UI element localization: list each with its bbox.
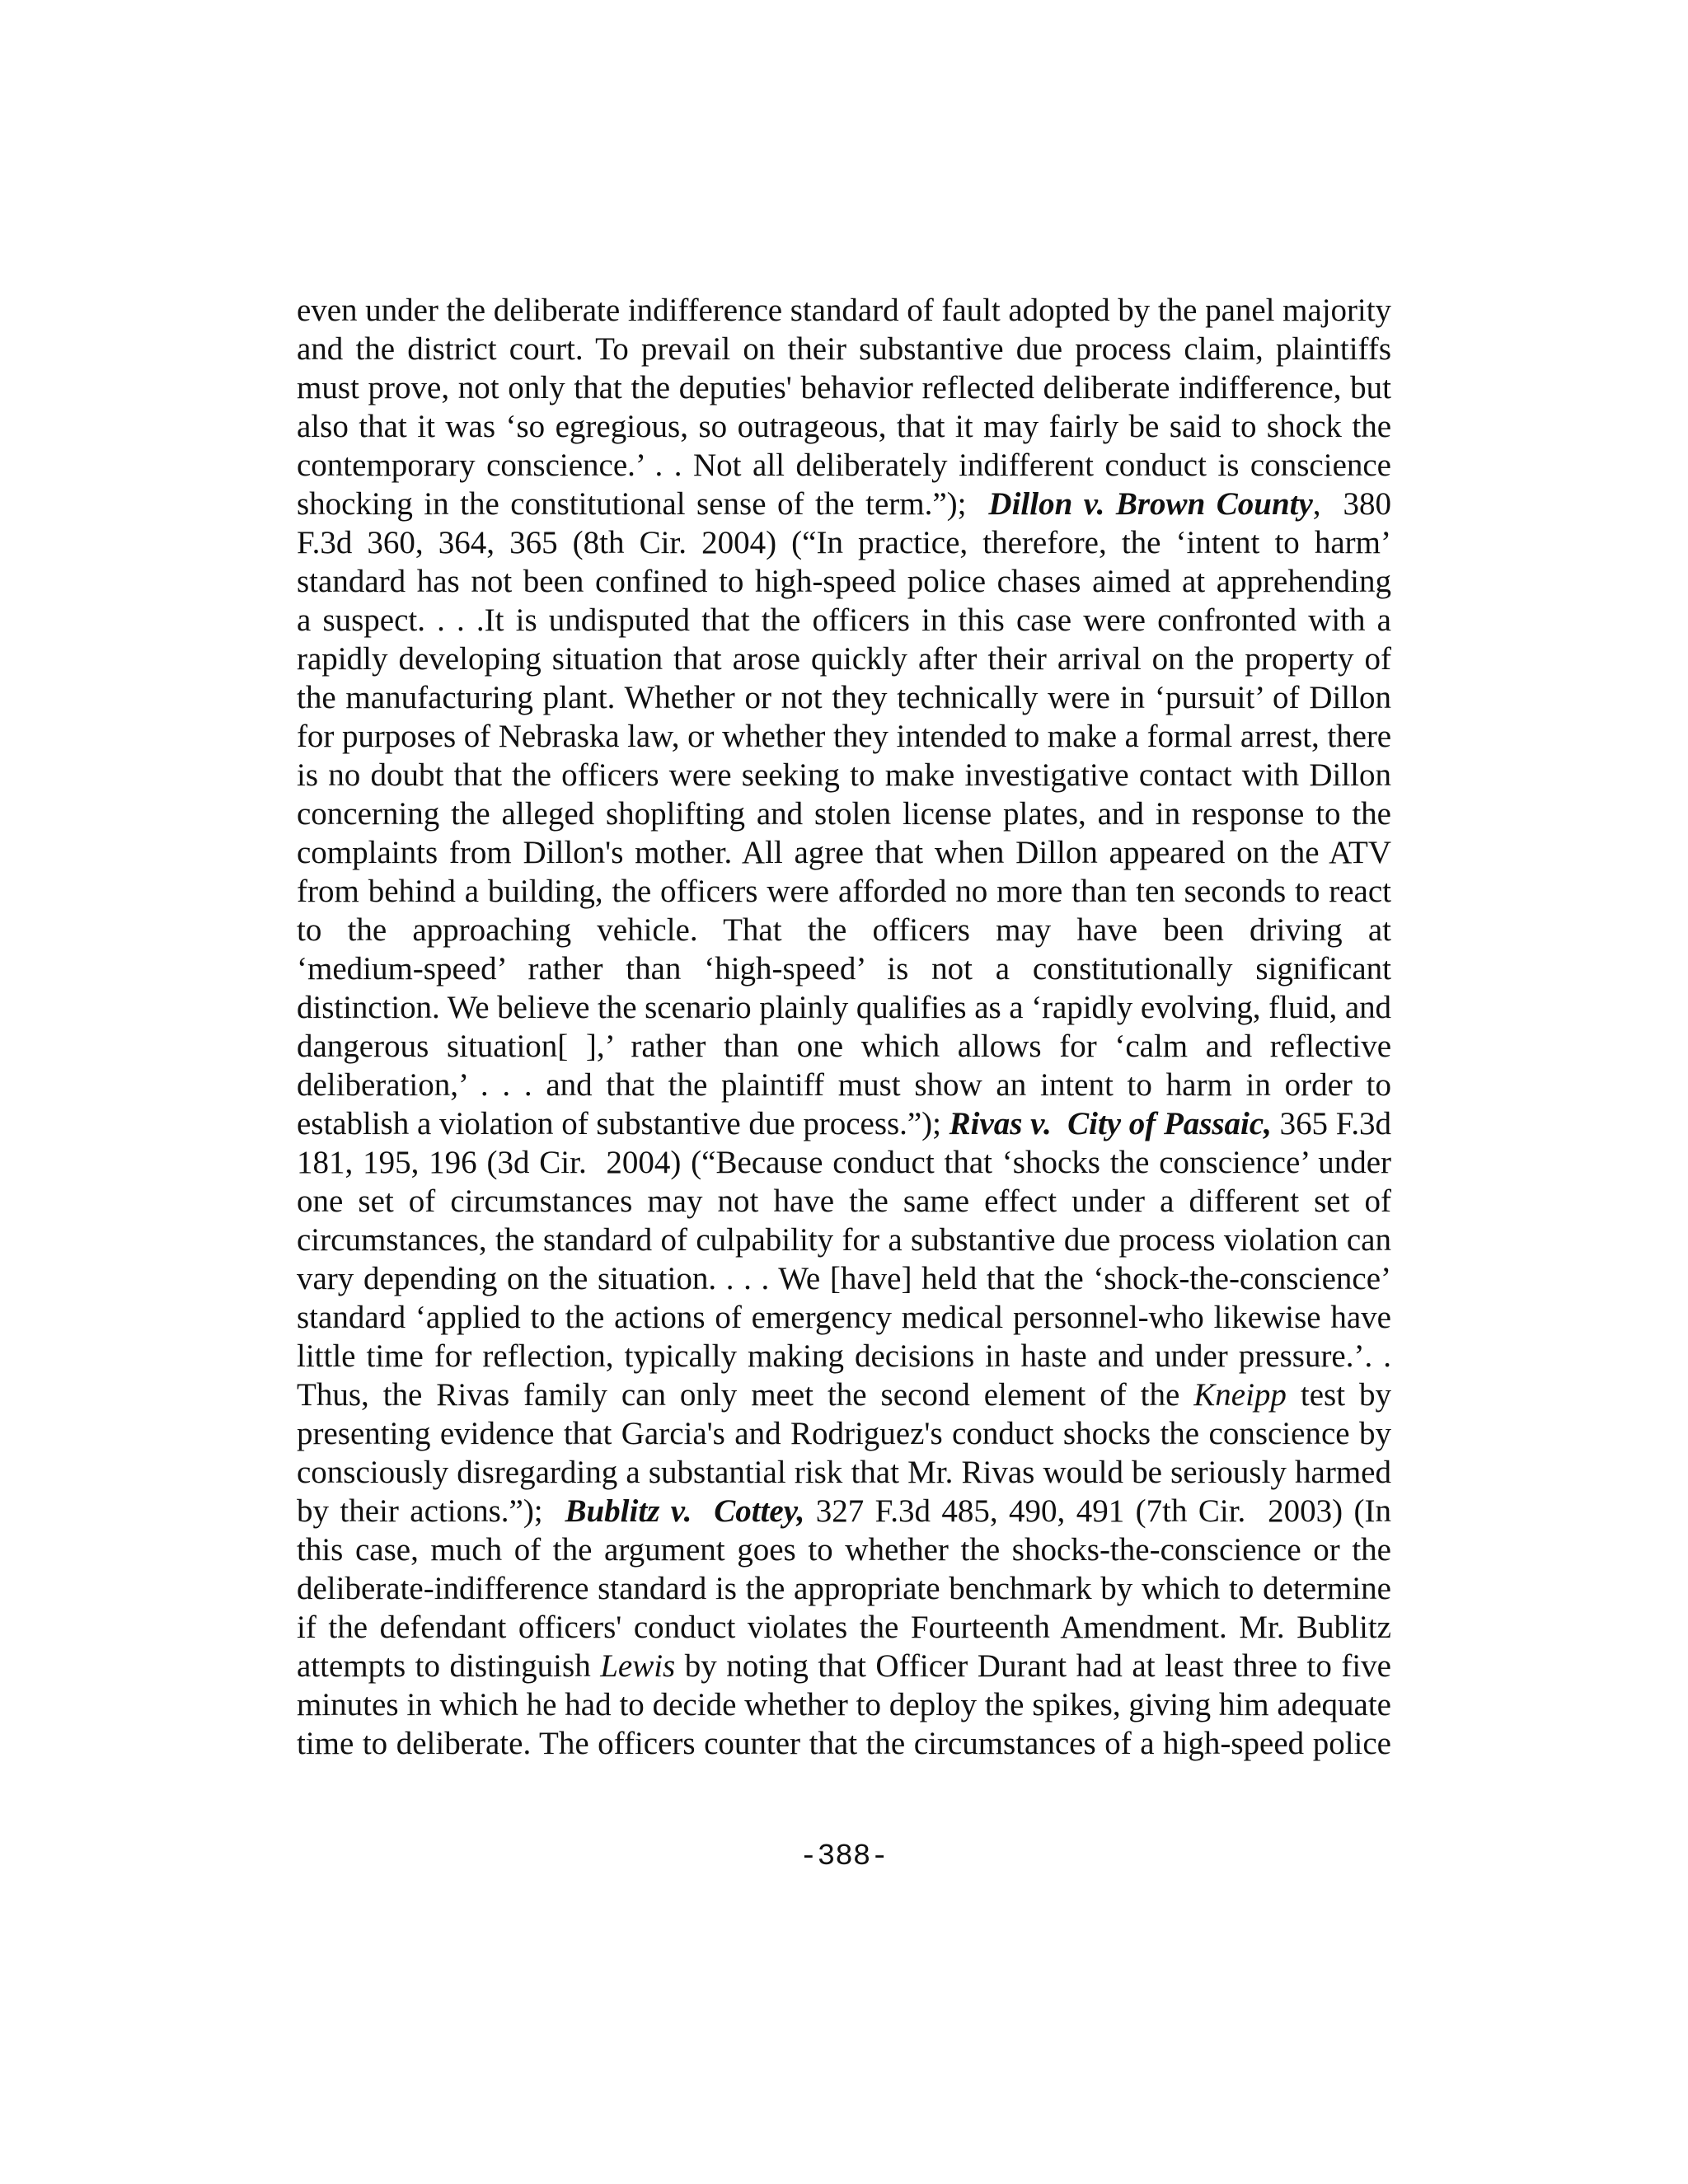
text-line xyxy=(297,446,1391,485)
text-line xyxy=(297,330,1391,368)
text-line xyxy=(297,1298,1391,1337)
text-line xyxy=(297,407,1391,446)
text-run: vary depending on the situation. . . . We [have] held that the ‘shock-the-conscience’ xyxy=(297,1261,1391,1296)
page-number: -388- xyxy=(799,1840,889,1873)
text-run: complaints from Dillon's mother. All agree that when Dillon appeared on the ATV xyxy=(297,835,1391,870)
text-line xyxy=(297,988,1391,1027)
text-line xyxy=(297,1453,1391,1492)
text-line xyxy=(297,368,1391,407)
text-run: for purposes of Nebraska law, or whether they intended to make a formal arrest, there xyxy=(297,719,1391,754)
text-run: Thus, the Rivas family can only meet the second element of the xyxy=(297,1377,1194,1413)
case-citation: Rivas v. City of Passaic, xyxy=(949,1106,1272,1141)
body-text xyxy=(297,291,1391,1763)
text-line xyxy=(297,1259,1391,1298)
text-line xyxy=(297,949,1391,988)
text-line xyxy=(297,1066,1391,1104)
text-run: a suspect. . . .It is undisputed that the officers in this case were confronted with a xyxy=(297,602,1391,638)
text-run: consciously disregarding a substantial risk that Mr. Rivas would be seriously harmed xyxy=(297,1455,1391,1490)
text-line xyxy=(297,1337,1391,1376)
text-run: concerning the alleged shoplifting and stolen license plates, and in response to the xyxy=(297,796,1391,832)
text-run: rapidly developing situation that arose quickly after their arrival on the property of xyxy=(297,641,1391,677)
text-run: from behind a building, the officers were afforded no more than ten seconds to react xyxy=(297,874,1391,909)
text-run: 181, 195, 196 (3d Cir. 2004) (“Because conduct that ‘shocks the conscience’ under xyxy=(297,1145,1391,1180)
text-run: test by xyxy=(1286,1377,1391,1413)
text-line xyxy=(297,1608,1391,1647)
text-line xyxy=(297,1724,1391,1763)
text-run: contemporary conscience.’ . . Not all deliberately indifferent conduct is conscience xyxy=(297,448,1391,483)
text-run: must prove, not only that the deputies' behavior reflected deliberate indifference, but xyxy=(297,370,1391,405)
case-citation: Bublitz v. Cottey, xyxy=(565,1493,805,1529)
text-line xyxy=(297,717,1391,756)
text-run: little time for reflection, typically making decisions in haste and under pressure.’. . xyxy=(297,1338,1391,1374)
text-line xyxy=(297,756,1391,794)
italic-case-name: Lewis xyxy=(600,1648,676,1684)
text-run: one set of circumstances may not have the same effect under a different set of xyxy=(297,1183,1391,1219)
case-citation: Dillon v. Brown County xyxy=(988,486,1313,522)
text-line xyxy=(297,678,1391,717)
text-line xyxy=(297,1104,1391,1143)
text-run: standard has not been confined to high-speed police chases aimed at apprehending xyxy=(297,564,1391,599)
text-run: dangerous situation[ ],’ rather than one which allows for ‘calm and reflective xyxy=(297,1029,1391,1064)
text-line xyxy=(297,1647,1391,1685)
text-line xyxy=(297,1221,1391,1259)
text-line xyxy=(297,562,1391,601)
text-run: shocking in the constitutional sense of the term.”); xyxy=(297,486,989,522)
text-run: 327 F.3d 485, 490, 491 (7th Cir. 2003) (In xyxy=(804,1493,1391,1529)
text-run: F.3d 360, 364, 365 (8th Cir. 2004) (“In practice, therefore, the ‘intent to harm’ xyxy=(297,525,1391,560)
text-run: 365 F.3d xyxy=(1271,1106,1391,1141)
text-line xyxy=(297,1414,1391,1453)
text-run: even under the deliberate indifference standard of fault adopted by the panel majority xyxy=(297,293,1391,328)
text-run: establish a violation of substantive due process.”); xyxy=(297,1106,950,1141)
text-line xyxy=(297,1492,1391,1530)
text-run: attempts to distinguish xyxy=(297,1648,601,1684)
text-run: to the approaching vehicle. That the officers may have been driving at xyxy=(297,912,1391,948)
text-run: minutes in which he had to decide whether to deploy the spikes, giving him adequate xyxy=(297,1687,1391,1722)
text-run: and the district court. To prevail on their substantive due process claim, plaintiffs xyxy=(297,331,1391,367)
text-run: deliberation,’ . . . and that the plaintiff must show an intent to harm in order to xyxy=(297,1067,1391,1103)
text-run: , 380 xyxy=(1312,486,1391,522)
text-run: is no doubt that the officers were seeking to make investigative contact with Dillon xyxy=(297,757,1391,793)
text-line xyxy=(297,1143,1391,1182)
text-line xyxy=(297,601,1391,640)
text-line xyxy=(297,1027,1391,1066)
text-run: circumstances, the standard of culpability for a substantive due process violation can xyxy=(297,1222,1391,1258)
text-run: also that it was ‘so egregious, so outrageous, that it may fairly be said to shock the xyxy=(297,409,1391,444)
text-line xyxy=(297,833,1391,872)
text-line xyxy=(297,911,1391,949)
text-line xyxy=(297,485,1391,523)
text-line xyxy=(297,872,1391,911)
text-line xyxy=(297,1569,1391,1608)
text-line xyxy=(297,640,1391,678)
text-line xyxy=(297,523,1391,562)
text-line xyxy=(297,1685,1391,1724)
text-run: distinction. We believe the scenario plainly qualifies as a ‘rapidly evolving, fluid, and xyxy=(297,990,1391,1025)
text-run: time to deliberate. The officers counter that the circumstances of a high-speed police xyxy=(297,1726,1391,1761)
text-run: presenting evidence that Garcia's and Rodriguez's conduct shocks the conscience by xyxy=(297,1416,1391,1451)
text-line xyxy=(297,794,1391,833)
text-run: standard ‘applied to the actions of emergency medical personnel-who likewise have xyxy=(297,1300,1391,1335)
text-run: by their actions.”); xyxy=(297,1493,565,1529)
text-line xyxy=(297,291,1391,330)
text-run: if the defendant officers' conduct violates the Fourteenth Amendment. Mr. Bublitz xyxy=(297,1610,1391,1645)
text-run: the manufacturing plant. Whether or not they technically were in ‘pursuit’ of Dillon xyxy=(297,680,1391,715)
text-run: ‘medium-speed’ rather than ‘high-speed’ is not a constitutionally significant xyxy=(297,951,1391,987)
text-run: by noting that Officer Durant had at least three to five xyxy=(675,1648,1391,1684)
italic-case-name: Kneipp xyxy=(1193,1377,1287,1413)
text-line xyxy=(297,1182,1391,1221)
text-run: deliberate-indifference standard is the appropriate benchmark by which to determine xyxy=(297,1571,1391,1606)
text-line xyxy=(297,1376,1391,1414)
text-line xyxy=(297,1530,1391,1569)
text-run: this case, much of the argument goes to whether the shocks-the-conscience or the xyxy=(297,1532,1391,1568)
